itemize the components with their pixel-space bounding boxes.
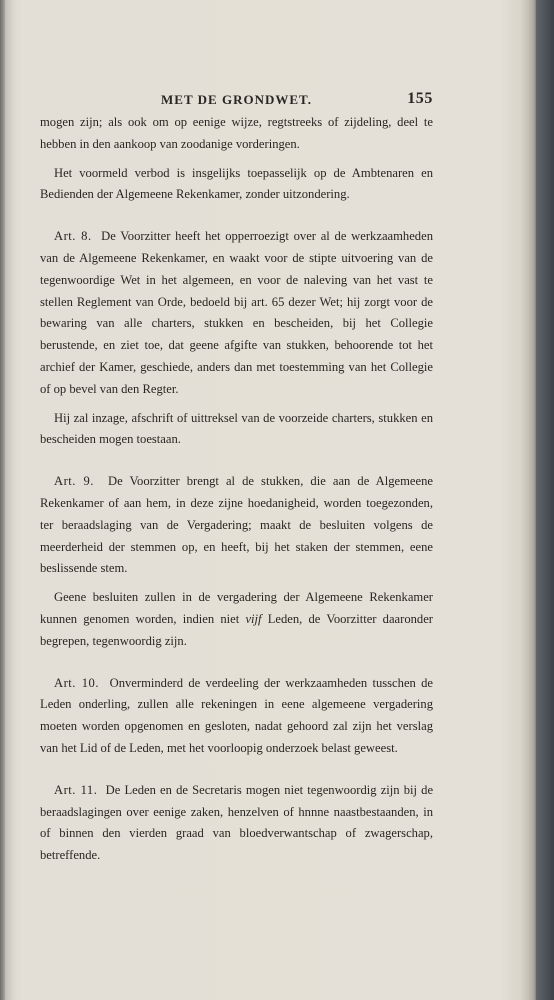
page-number: 155 — [407, 90, 433, 107]
paragraph-besluiten — [40, 587, 433, 652]
article-10-label: Art. 10. — [54, 675, 99, 690]
paragraph-besluiten-start: Geene besluiten zullen in de vergadering der Algemeene Rekenkamer kunnen genomen worden, indien niet — [40, 590, 433, 626]
article-10-text: Onverminderd de verdeeling der werkzaamheden tusschen de Leden onderling, zullen alle rekeningen in eene algemeene vergadering moeten worden opgenomen en gesloten, nadat gehoord zal zijn het verslag van het Lid of de Leden, met het voorloopig onderzoek belast geweest. — [40, 675, 434, 755]
article-11 — [40, 780, 433, 867]
paragraph-inzage: Hij zal inzage, afschrift of uittreksel van de voorzeide charters, stukken en bescheiden mogen toestaan. — [40, 410, 433, 447]
article-11-text: De Leden en de Secretaris mogen niet tegenwoordig zijn bij de beraadslagingen over eenige zaken, henzelven of hnnne naastbestaanden, in of binnen den vierden graad van bloedverwantschap of zwagerschap, betreffende. — [40, 782, 434, 863]
page-edge-shadow — [536, 0, 554, 1000]
paragraph-besluiten-end: Leden, de Voorzitter daaronder begrepen, tegenwoordig zijn. — [40, 611, 434, 648]
paragraph-continuation: mogen zijn; als ook om op eenige wijze, regtstreeks of zijdeling, deel te hebben in den aankoop van zoodanige vorderingen. — [40, 115, 433, 151]
article-8-label: Art. 8. — [54, 229, 92, 244]
article-8 — [40, 226, 433, 400]
article-9-label: Art. 9. — [54, 474, 94, 489]
paragraph-besluiten-italic: vijf — [245, 611, 262, 626]
article-9-text: De Voorzitter brengt al de stukken, die aan de Algemeene Rekenkamer of aan hem, in deze zijne hoedanigheid, worden toegezonden, ter beraadslaging van de Vergadering; maakt de besluiten volgens de meerderheid der stemmen op, en heeft, bij het staken der stemmen, eene beslissende stem. — [40, 474, 433, 576]
article-10 — [40, 673, 433, 760]
book-spine-shadow — [0, 0, 5, 1000]
running-head — [40, 90, 433, 112]
running-head-title: MET DE GRONDWET. — [161, 92, 312, 107]
article-11-label: Art. 11. — [54, 782, 98, 797]
body-copy — [40, 112, 433, 867]
paragraph-verbod: Het voormeld verbod is insgelijks toepasselijk op de Ambtenaren en Bedienden der Algemeene Rekenkamer, zonder uitzondering. — [40, 165, 433, 202]
page-text-block — [40, 90, 433, 867]
article-8-text: De Voorzitter heeft het opperroezigt over al de werkzaamheden van de Algemeene Rekenkamer, en waakt voor de stipte uitvoering van de tegenwoordige Wet in het algemeen, en voor de naleving van het vast te stellen Reglement van Orde, bedoeld bij art. 65 dezer Wet; hij zorgt voor de bewaring van alle charters, stukken en bescheiden, bij het Collegie berustende, en ziet toe, dat geene afgifte van stukken, behoorende tot het archief der Kamer, geschiede, anders dan met toestemming van het Collegie of op bevel van den Regter. — [40, 229, 433, 396]
article-9 — [40, 471, 433, 580]
